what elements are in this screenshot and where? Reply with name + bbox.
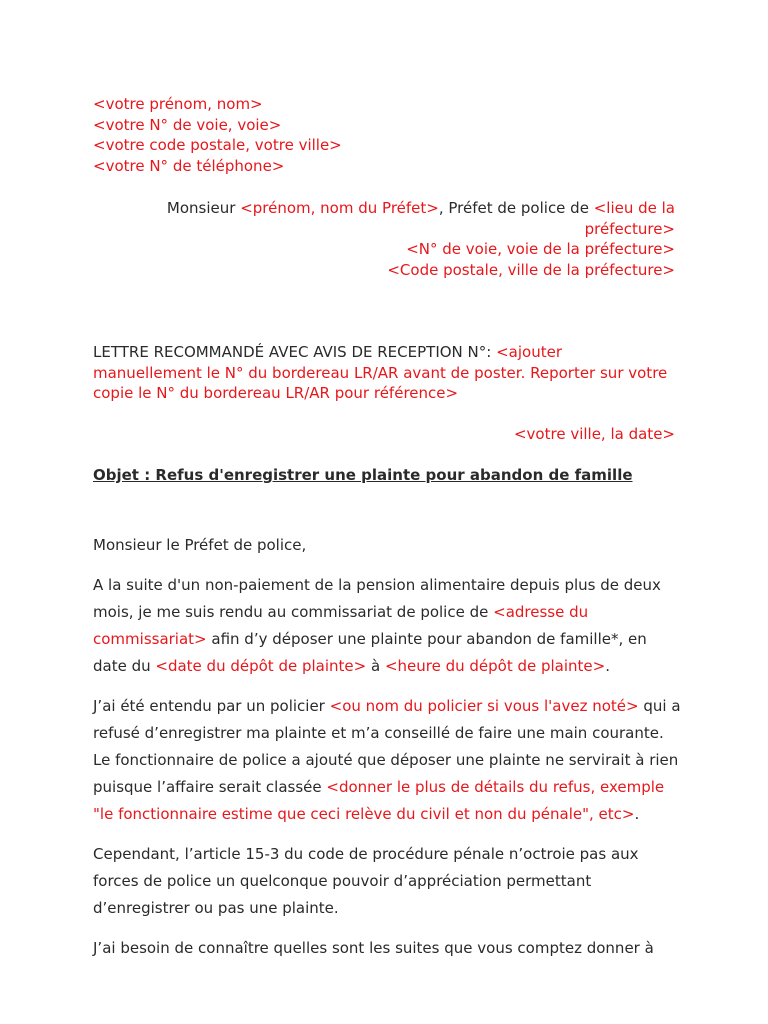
registered-placeholder: <ajouter manuellement le N° du bordereau LR/AR avant de poster. Reporter sur votre copie le N° du bordereau LR/AR pour référence> — [93, 343, 668, 402]
subject-line: Objet : Refus d'enregistrer une plainte pour abandon de famille — [93, 466, 633, 484]
sender-postal-city: <votre code postale, votre ville> — [93, 136, 342, 154]
paragraph-1 — [93, 572, 683, 680]
p1-text-4: . — [605, 657, 611, 675]
p2-placeholder-details: <donner le plus de détails du refus, exemple "le fonctionnaire estime que ceci relève du civil et non du pénale", etc> — [93, 778, 665, 823]
p1-placeholder-date: <date du dépôt de plainte> — [155, 657, 367, 675]
sender-street: <votre N° de voie, voie> — [93, 115, 282, 134]
recipient-prefix: Monsieur — [166, 199, 241, 217]
recipient-line — [115, 198, 675, 239]
p2-text-2: qui a refusé d’enregistrer ma plainte et m’a conseillé de faire une main courante. Le fonctionnaire de police a ajouté que déposer une plainte ne servirait à rien puisque l’affaire serait classée — [93, 697, 681, 796]
p2-placeholder-officer: <ou nom du policier si vous l'avez noté> — [329, 697, 639, 715]
place-date: <votre ville, la date> — [513, 425, 675, 443]
sender-name: <votre prénom, nom> — [93, 95, 263, 113]
paragraph-4: J’ai besoin de connaître quelles sont les suites que vous comptez donner à — [93, 939, 654, 957]
paragraph-2 — [93, 693, 683, 828]
p2-text-3: . — [634, 805, 640, 823]
greeting: Monsieur le Préfet de police, — [93, 536, 307, 554]
sender-phone: <votre N° de téléphone> — [93, 156, 285, 175]
recipient-block — [115, 198, 675, 280]
p1-text-2: afin d’y déposer une plainte pour abandon de famille*, en date du — [93, 630, 647, 675]
recipient-street: <N° de voie, voie de la préfecture> — [406, 240, 675, 258]
recipient-middle: , Préfet de police de — [438, 199, 594, 217]
p2-text-1: J’ai été entendu par un policier — [93, 697, 330, 715]
sender-block — [93, 94, 342, 176]
p1-placeholder-commissariat: <adresse du commissariat> — [93, 603, 589, 648]
registered-label: LETTRE RECOMMANDÉ AVEC AVIS DE RECEPTION N°: — [93, 343, 497, 361]
recipient-place: <lieu de la préfecture> — [584, 199, 675, 238]
registered-mail-line — [93, 342, 673, 404]
p1-placeholder-time: <heure du dépôt de plainte> — [384, 657, 606, 675]
paragraph-3: Cependant, l’article 15-3 du code de procédure pénale n’octroie pas aux forces de police un quelconque pouvoir d’appréciation permettant d’enregistrer ou pas une plainte. — [93, 845, 639, 917]
p1-text-3: à — [366, 657, 385, 675]
recipient-postal-city: <Code postale, ville de la préfecture> — [387, 260, 675, 279]
letter-body — [93, 572, 683, 975]
recipient-prefect-name: <prénom, nom du Préfet> — [240, 199, 439, 217]
p1-text-1: A la suite d'un non-paiement de la pension alimentaire depuis plus de deux mois, je me suis rendu au commissariat de police de — [93, 576, 661, 621]
